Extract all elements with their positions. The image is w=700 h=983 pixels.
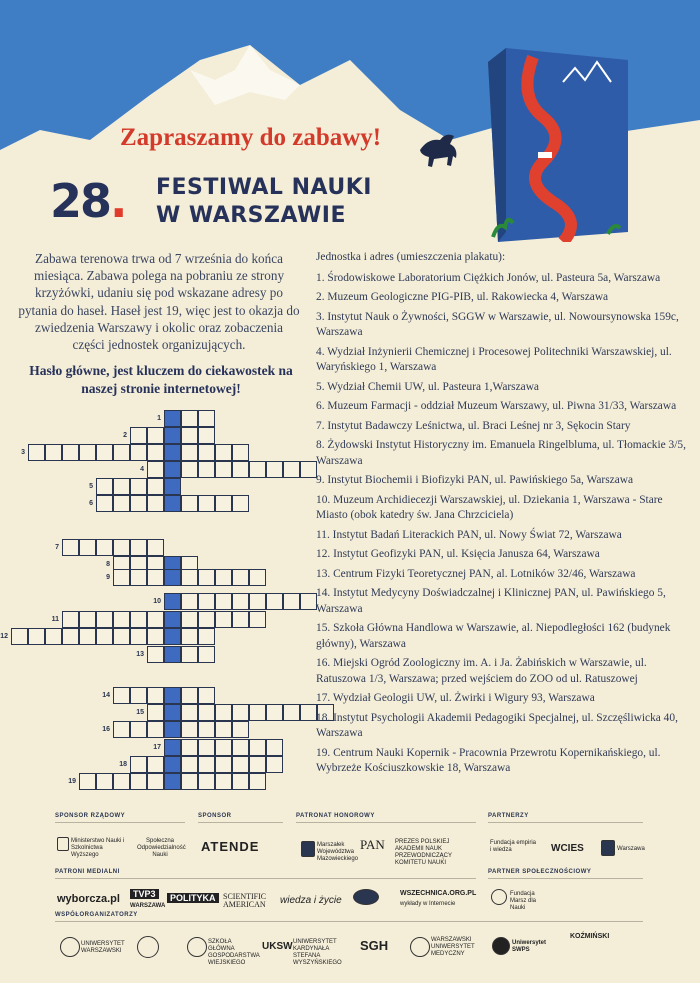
clue-number: 13 [136,651,144,658]
crossword-cell[interactable] [198,611,215,628]
partnerzy-label: PARTNERZY [488,813,529,819]
crossword-cell[interactable] [147,539,164,556]
festival-title-line1: FESTIWAL NAUKI [156,175,372,200]
crossword-cell[interactable] [283,593,300,610]
crossword-cell[interactable] [147,427,164,444]
crossword-cell[interactable] [181,646,198,663]
key-cell[interactable] [164,721,181,738]
crossword-cell[interactable] [113,569,130,586]
uw-eagle-icon [60,937,80,957]
crossword-cell[interactable] [28,628,45,645]
crossword-cell[interactable] [283,704,300,721]
crossword-cell[interactable] [181,773,198,790]
partner-spolecznosciowy-label: PARTNER SPOŁECZNOŚCIOWY [488,869,592,875]
crossword-cell[interactable] [232,739,249,756]
crossword-cell[interactable] [181,569,198,586]
location-item: 2. Muzeum Geologiczne PIG-PIB, ul. Rakowiecka 4, Warszawa [316,291,609,303]
sgh-logo: SGH [360,938,389,953]
wszechnica-sub: wykłady w Internecie [400,901,456,907]
pan-logo: PAN [360,837,385,852]
clue-number: 18 [119,761,127,768]
crossword-cell[interactable] [198,756,215,773]
crossword-cell[interactable] [96,444,113,461]
crossword-cell[interactable] [147,687,164,704]
festival-logo [40,170,400,230]
crossword-cell[interactable] [181,628,198,645]
clue-number: 12 [0,633,8,640]
crossword-cell[interactable] [249,611,266,628]
crossword-cell[interactable] [249,773,266,790]
crossword-cell[interactable] [181,444,198,461]
clue-number: 11 [51,616,59,623]
crossword-cell[interactable] [266,704,283,721]
crossword-cell[interactable] [300,461,317,478]
marsz-atom-icon [491,889,507,905]
crossword-cell[interactable] [113,773,130,790]
crossword-cell[interactable] [215,461,232,478]
uw-logo: UNIWERSYTET WARSZAWSKI [81,941,125,954]
crossword-cell[interactable] [198,773,215,790]
crossword-cell[interactable] [215,756,232,773]
book-illustration [478,42,633,242]
location-item: 3. Instytut Nauk o Żywności, SGGW w Warszawie, ul. Nowoursynowska 159c, Warszawa [316,310,679,338]
seal-icon [137,936,159,958]
wiedza-i-zycie-logo: wiedza i życie [280,895,342,906]
location-item: 18. Instytut Psychologii Akademii Pedagogiki Specjalnej, ul. Szczęśliwicka 40, Warszawa [316,711,678,739]
location-item: 15. Szkoła Główna Handlowa w Warszawie, al. Niepodległości 162 (budynek główny), Warszawa [316,622,671,650]
scientific-american-logo: SCIENTIFIC AMERICAN [223,892,267,909]
key-cell[interactable] [164,461,181,478]
location-item: 19. Centrum Nauki Kopernik - Pracownia Przewrotu Kopernikańskiego, ul. Wybrzeże Kościuszkowskie 18, Warszawa [316,746,661,774]
crossword-cell[interactable] [198,593,215,610]
crossword-cell[interactable] [147,444,164,461]
crossword-cell[interactable] [283,461,300,478]
crossword-cell[interactable] [147,461,164,478]
clue-number: 8 [106,561,110,568]
pan-text: PREZES POLSKIEJ AKADEMII NAUK PRZEWODNICZĄCY KOMITETU NAUKI [395,839,452,866]
crossword-cell[interactable] [130,721,147,738]
sggw-logo: SZKOŁA GŁÓWNA GOSPODARSTWA WIEJSKIEGO [208,939,260,966]
crossword-cell[interactable] [62,539,79,556]
tvp3-logo: TVP3 [130,889,159,899]
crossword-cell[interactable] [181,739,198,756]
crossword-cell[interactable] [198,495,215,512]
crossword-cell[interactable] [215,593,232,610]
uksw-sub: UNIWERSYTET KARDYNAŁA STEFANA WYSZYŃSKIEGO [293,939,342,966]
location-item: 9. Instytut Biochemii i Biofizyki PAN, ul. Pawińskiego 5a, Warszawa [316,474,634,486]
crossword-cell[interactable] [147,569,164,586]
patronat-honorowy-label: PATRONAT HONOROWY [296,813,375,819]
crossword-cell[interactable] [249,756,266,773]
location-item: 8. Żydowski Instytut Historyczny im. Emanuela Ringelbluma, ul. Tłomackie 3/5, Warszawa [316,439,686,467]
crossword-cell[interactable] [266,756,283,773]
location-item: 11. Instytut Badań Literackich PAN, ul. Nowy Świat 72, Warszawa [316,528,622,541]
crossword-cell[interactable] [232,495,249,512]
crossword-cell[interactable] [130,427,147,444]
mazowsze-emblem-icon [301,841,315,857]
key-cell[interactable] [164,646,181,663]
crossword-cell[interactable] [113,539,130,556]
crossword-cell[interactable] [215,773,232,790]
key-cell[interactable] [164,444,181,461]
kozminski-logo: KOŹMIŃSKI [570,933,610,940]
crossword-cell[interactable] [198,444,215,461]
wszechnica-logo: WSZECHNICA.ORG.PL [400,890,477,897]
key-cell[interactable] [164,478,181,495]
wyborcza-logo: wyborcza.pl [57,893,120,905]
swps-logo: Uniwersytet SWPS [512,940,547,953]
crossword-cell[interactable] [130,569,147,586]
crossword-cell[interactable] [28,444,45,461]
key-cell[interactable] [164,704,181,721]
ministry-emblem-icon [57,837,69,851]
location-list-header: Jednostka i adres (umieszczenia plakatu): [316,251,506,263]
key-cell[interactable] [164,687,181,704]
location-item: 14. Instytut Medycyny Doświadczalnej i Klinicznej PAN, ul. Pawińskiego 5, Warszawa [316,587,666,615]
location-item: 6. Muzeum Farmacji - oddział Muzeum Warszawy, ul. Piwna 31/33, Warszawa [316,400,677,412]
key-cell[interactable] [164,427,181,444]
location-list [316,250,686,781]
crossword-cell[interactable] [181,721,198,738]
clue-number: 9 [106,574,110,581]
empiria-logo: Fundacja empiria i wiedza [490,840,537,853]
crossword-cell[interactable] [232,756,249,773]
atende-logo: ATENDE [201,839,260,854]
crossword-cell[interactable] [249,704,266,721]
crossword-cell[interactable] [215,721,232,738]
crossword-cell[interactable] [130,687,147,704]
crossword-cell[interactable] [130,539,147,556]
crossword-cell[interactable] [232,569,249,586]
crossword-cell[interactable] [249,739,266,756]
crossword-cell[interactable] [147,756,164,773]
location-item: 5. Wydział Chemii UW, ul. Pasteura 1,Warszawa [316,380,539,393]
crossword-cell[interactable] [232,721,249,738]
clue-number: 6 [89,500,93,507]
crossword-cell[interactable] [181,427,198,444]
clue-number: 14 [102,692,110,699]
crossword-cell[interactable] [96,628,113,645]
ministry2-logo: Społeczna Odpowiedzialność Nauki [137,838,186,858]
crossword-cell[interactable] [198,427,215,444]
clue-number: 7 [55,544,59,551]
warszawa-logo: Warszawa [617,846,645,852]
crossword-cell[interactable] [113,478,130,495]
crossword-cell[interactable] [198,721,215,738]
marsz-logo: Fundacja Marsz dla Nauki [510,891,537,911]
crossword-cell[interactable] [45,628,62,645]
crossword-cell[interactable] [232,704,249,721]
crossword-cell[interactable] [147,495,164,512]
crossword-cell[interactable] [130,628,147,645]
crossword-cell[interactable] [113,611,130,628]
crossword-cell[interactable] [113,628,130,645]
key-cell[interactable] [164,756,181,773]
crossword-cell[interactable] [232,461,249,478]
tvp3-sub: WARSZAWA [130,903,166,909]
location-item: 12. Instytut Geofizyki PAN, ul. Księcia Janusza 64, Warszawa [316,548,600,560]
location-item: 10. Muzeum Archidiecezji Warszawskiej, ul. Dziekania 1, Warszawa - Stare Miasto (obok katedry św. Jana Chrzciciela) [316,493,663,521]
crossword-cell[interactable] [130,773,147,790]
crossword-cell[interactable] [198,739,215,756]
key-cell[interactable] [164,611,181,628]
main-password-hint: Hasło główne, jest kluczem do ciekawostek na naszej stronie internetowej! [29,363,293,396]
crossword-cell[interactable] [266,739,283,756]
sponsor-label: SPONSOR [198,813,232,819]
crossword-cell[interactable] [198,646,215,663]
crossword-cell[interactable] [113,495,130,512]
crossword-cell[interactable] [79,539,96,556]
crossword-cell[interactable] [113,444,130,461]
sponsor-rzadowy-label: SPONSOR RZĄDOWY [55,813,126,819]
crossword-cell[interactable] [147,628,164,645]
crossword-cell[interactable] [181,756,198,773]
festival-title-line2: W WARSZAWIE [156,203,346,228]
wspolorganizatorzy-label: WSPÓŁORGANIZATORZY [55,912,138,918]
crossword-cell[interactable] [130,611,147,628]
crossword-cell[interactable] [79,611,96,628]
crossword-cell[interactable] [249,569,266,586]
crossword-cell[interactable] [147,704,164,721]
ministry-logo: Ministerstwo Nauki i Szkolnictwa Wyższego [71,838,125,858]
clue-number: 19 [68,778,76,785]
crossword-cell[interactable] [147,773,164,790]
crossword-cell[interactable] [215,444,232,461]
crossword-cell[interactable] [181,704,198,721]
crossword-cell[interactable] [215,739,232,756]
crossword-cell[interactable] [215,569,232,586]
crossword-cell[interactable] [300,704,317,721]
crossword-cell[interactable] [232,611,249,628]
crossword-cell[interactable] [300,593,317,610]
clue-number: 1 [157,415,161,422]
key-cell[interactable] [164,773,181,790]
crossword-cell[interactable] [79,444,96,461]
polityka-logo: POLITYKA [167,893,219,903]
uksw-logo: UKSW [262,941,293,952]
clue-number: 2 [123,432,127,439]
crossword-cell[interactable] [181,495,198,512]
crossword-cell[interactable] [198,704,215,721]
crossword-cell[interactable] [215,704,232,721]
sggw-emblem-icon [187,937,207,957]
crossword-cell[interactable] [62,628,79,645]
crossword-cell[interactable] [96,611,113,628]
wum-eagle-icon [410,937,430,957]
invite-title: Zapraszamy do zabawy! [120,124,382,151]
ptb-logo-icon [353,889,379,905]
crossword-cell[interactable] [96,773,113,790]
crossword-cell[interactable] [198,410,215,427]
crossword-cell[interactable] [249,461,266,478]
location-item: 17. Wydział Geologii UW, ul. Żwirki i Wigury 93, Warszawa [316,692,595,704]
key-cell[interactable] [164,495,181,512]
crossword-cell[interactable] [79,628,96,645]
crossword-cell[interactable] [215,495,232,512]
key-cell[interactable] [164,410,181,427]
crossword-cell[interactable] [215,611,232,628]
key-cell[interactable] [164,593,181,610]
crossword-cell[interactable] [79,773,96,790]
location-item: 13. Centrum Fizyki Teoretycznej PAN, al. Lotników 32/46, Warszawa [316,567,636,580]
clue-number: 15 [136,709,144,716]
crossword-cell[interactable] [45,444,62,461]
patroni-medialni-label: PATRONI MEDIALNI [55,869,120,875]
crossword-cell[interactable] [266,593,283,610]
wum-logo: WARSZAWSKI UNIWERSYTET MEDYCZNY [431,937,475,957]
location-item: 1. Środowiskowe Laboratorium Ciężkich Jonów, ul. Pasteura 5a, Warszawa [316,271,661,284]
crossword-cell[interactable] [147,646,164,663]
sponsors-section [55,813,675,978]
festival-number: 28. [50,174,126,228]
clue-number: 17 [153,744,161,751]
key-cell[interactable] [164,628,181,645]
crossword-cell[interactable] [198,461,215,478]
crossword-cell[interactable] [232,444,249,461]
warszawa-emblem-icon [601,840,615,856]
mazowsze-logo: Marszałek Województwa Mazowieckiego [317,842,359,862]
location-item: 16. Miejski Ogród Zoologiczny im. A. i Ja. Żabińskich w Warszawie, ul. Ratuszowa 1/3, Warszawa; przed wejściem do ZOO od ul. Ratuszowej [316,657,647,685]
clue-number: 5 [89,483,93,490]
crossword-cell[interactable] [147,611,164,628]
crossword-cell[interactable] [130,478,147,495]
crossword-cell[interactable] [11,628,28,645]
crossword-cell[interactable] [198,628,215,645]
key-cell[interactable] [164,739,181,756]
swps-icon [492,937,510,955]
crossword-cell[interactable] [232,593,249,610]
crossword-cell[interactable] [130,495,147,512]
crossword-cell[interactable] [96,478,113,495]
clue-number: 16 [102,726,110,733]
clue-number: 4 [140,466,144,473]
crossword-cell[interactable] [181,687,198,704]
crossword-cell[interactable] [113,721,130,738]
crossword-cell[interactable] [232,773,249,790]
location-item: 4. Wydział Inżynierii Chemicznej i Procesowej Politechniki Warszawskiej, ul. Waryńskiego 1, Warszawa [316,345,672,373]
crossword-cell[interactable] [147,478,164,495]
crossword-cell[interactable] [181,461,198,478]
clue-number: 10 [153,598,161,605]
crossword-cell[interactable] [62,444,79,461]
crossword-cell[interactable] [181,593,198,610]
crossword-cell[interactable] [198,569,215,586]
clue-number: 3 [21,449,25,456]
crossword-cell[interactable] [266,461,283,478]
crossword-cell[interactable] [62,611,79,628]
crossword-cell[interactable] [113,687,130,704]
key-cell[interactable] [164,569,181,586]
crossword-cell[interactable] [96,539,113,556]
crossword-cell[interactable] [249,593,266,610]
crossword-cell[interactable] [130,756,147,773]
location-item: 7. Instytut Badawczy Leśnictwa, ul. Braci Leśnej nr 3, Sękocin Stary [316,419,631,432]
crossword-cell[interactable] [96,495,113,512]
crossword-cell[interactable] [130,444,147,461]
crossword-cell[interactable] [181,611,198,628]
crossword-cell[interactable] [181,410,198,427]
crossword-cell[interactable] [147,721,164,738]
intro-text: Zabawa terenowa trwa od 7 września do końca miesiąca. Zabawa polega na pobraniu ze strony krzyżówki, udaniu się pod wskazane adresy po pytania do haseł. Haseł jest 19, więc jest to okazja do zwiedzenia Warszawy i okolic oraz zobaczenia części jednostek organizujących. [18,251,300,353]
crossword-cell[interactable] [198,687,215,704]
wcies-logo: WCIES [551,843,584,854]
